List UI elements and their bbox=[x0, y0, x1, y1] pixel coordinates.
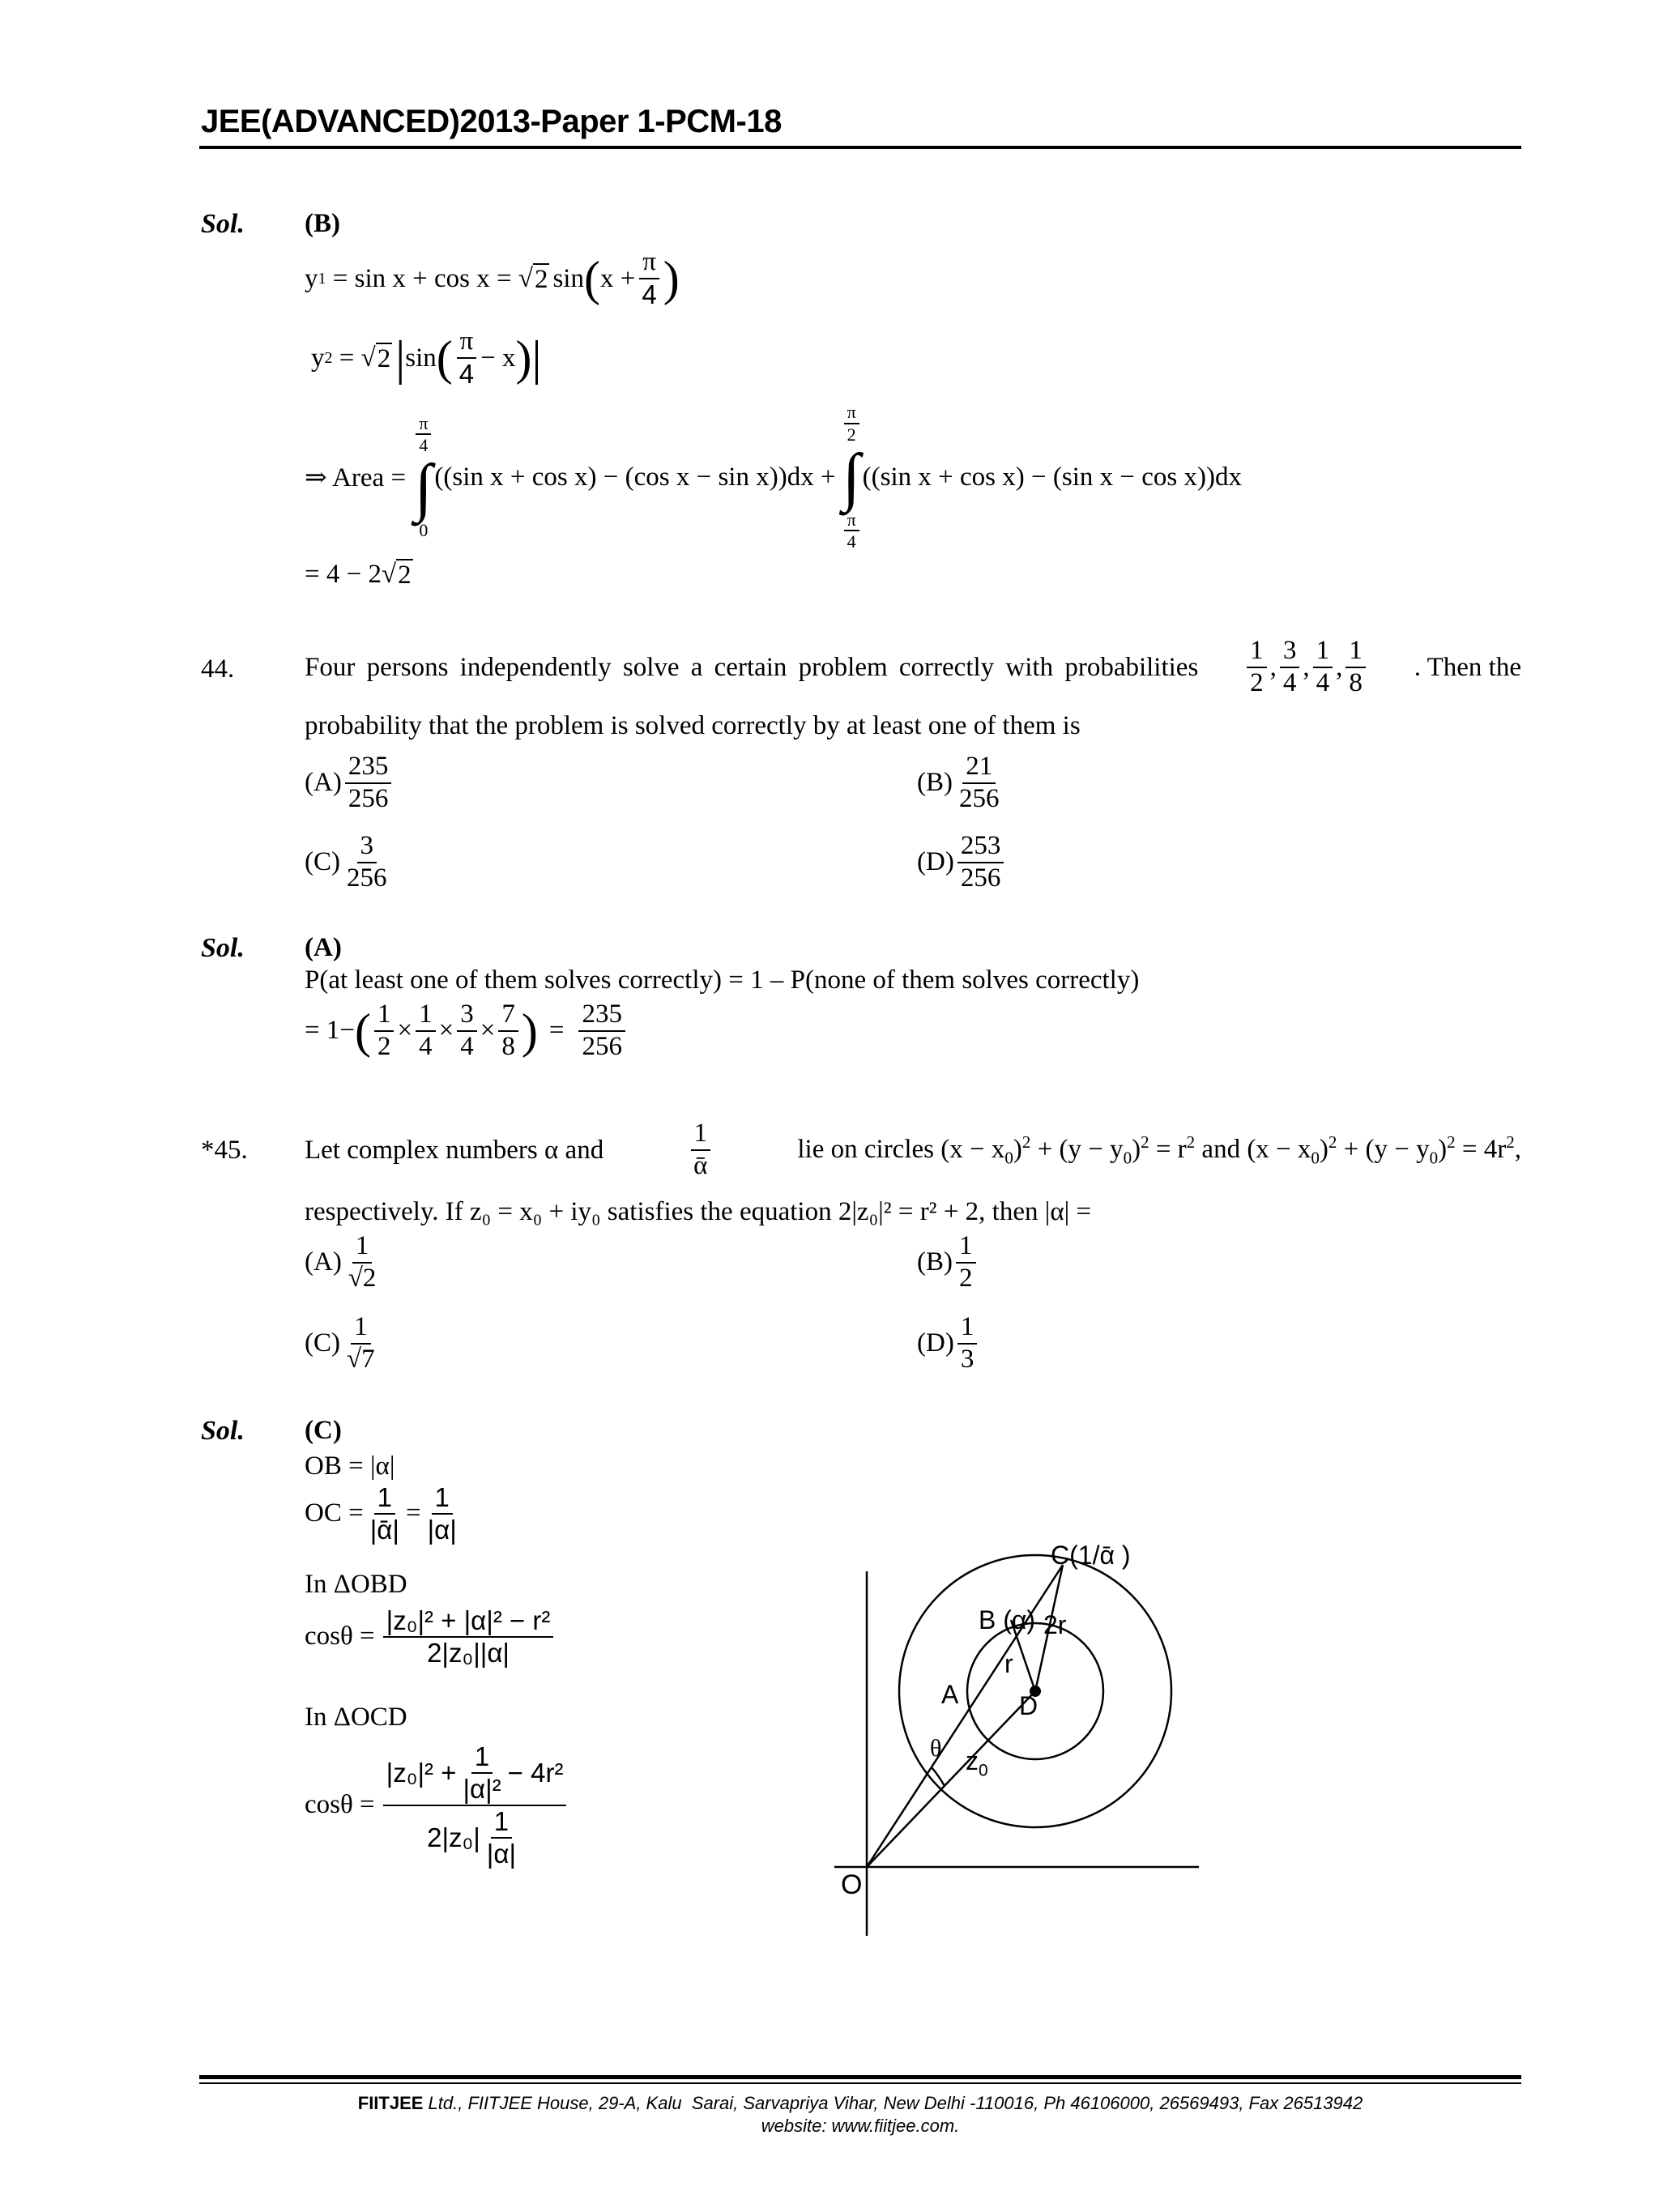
int1-upper: $\frac{\pi}{4}$ bbox=[416, 413, 431, 456]
sol-answer: (A) bbox=[305, 933, 342, 962]
sqrt-radicand: 2 bbox=[377, 343, 391, 373]
label-c: C(1/ᾱ ) bbox=[1051, 1541, 1131, 1570]
area-result bbox=[305, 559, 413, 590]
q44-text-a: Four persons independently solve a certain problem correctly with probabilities bbox=[305, 652, 1199, 682]
implies-area: ⇒ Area = bbox=[305, 463, 413, 492]
sol-answer: (B) bbox=[305, 209, 340, 238]
left-paren: ( bbox=[436, 331, 453, 385]
option-a[interactable]: (A) $\frac{235}{256}$ bbox=[305, 752, 394, 815]
option-c[interactable]: (C) $\frac{3}{256}$ bbox=[305, 831, 387, 893]
integral-2 bbox=[841, 402, 863, 552]
sol-answer: (C) bbox=[305, 1416, 342, 1445]
int2-lower: $\frac{\pi}{4}$ bbox=[844, 509, 859, 552]
integrand-2: ((sin x + cos x) − (sin x − cos x))dx bbox=[862, 462, 1242, 492]
minus-x: − x bbox=[480, 343, 516, 373]
integral-1 bbox=[412, 413, 434, 542]
sqrt-sign: √ bbox=[381, 560, 397, 589]
result-text: = 4 − 2 bbox=[305, 560, 382, 589]
label-a: A bbox=[941, 1680, 959, 1709]
pi-over-4: $\frac{\pi}{4}$ bbox=[456, 326, 477, 390]
label-theta: θ bbox=[930, 1735, 942, 1762]
ob-line: OB = |α| bbox=[305, 1451, 395, 1481]
int1-lower: 0 bbox=[419, 520, 429, 541]
y1-lhs: y bbox=[305, 263, 318, 293]
y1-equation bbox=[305, 246, 680, 311]
y1-sub: 1 bbox=[318, 269, 326, 288]
label-d: D bbox=[1019, 1691, 1038, 1720]
probabilities: $\frac{1}{2}$ , $\frac{3}{4}$ , $\frac{1}{4}$ , $\frac{1}{8}$ bbox=[1243, 636, 1369, 699]
triangle-ocd: In ΔOCD bbox=[305, 1703, 407, 1732]
option-d[interactable]: (D) $\frac{253}{256}$ bbox=[917, 831, 1007, 894]
y1-mid: = sin x + cos x = bbox=[326, 263, 518, 293]
option-c[interactable]: (C) $\frac{1}{√7}$ bbox=[305, 1312, 375, 1374]
sin-label: sin bbox=[552, 263, 584, 293]
q44-text-b: . Then the bbox=[1414, 652, 1521, 682]
page-title: JEE(ADVANCED)2013-Paper 1-PCM-18 bbox=[201, 104, 782, 139]
eq: = bbox=[332, 343, 361, 373]
sol-label: Sol. bbox=[201, 1416, 245, 1446]
footer-address: FIITJEE Ltd., FIITJEE House, 29-A, Kalu Sarai, Sarvapriya Vihar, New Delhi -110016, Ph 46106000, 26569493, Fax 26513942 bbox=[357, 2093, 1363, 2113]
sin-label: sin bbox=[405, 343, 437, 373]
question-text: Let complex numbers α and $\frac{1}{\text{ᾱ}}$ lie on circles $(x - x_0)^2 + (y - y_0)^2 = r^2$ and $(x - x_0)^2 + (y - y_0)^2 = 4r^2$, bbox=[305, 1119, 1521, 1180]
option-a[interactable]: (A) $\frac{1}{√2}$ bbox=[305, 1231, 377, 1293]
sqrt-sign: √ bbox=[518, 263, 533, 293]
question-number: *45. bbox=[201, 1136, 248, 1165]
integral-sign: ∫ bbox=[842, 441, 861, 513]
y2-lhs: y bbox=[311, 343, 325, 373]
x-plus: x + bbox=[599, 263, 636, 293]
line-o-d bbox=[867, 1691, 1035, 1867]
abs-bar-left: | bbox=[395, 331, 406, 385]
right-paren: ) bbox=[515, 331, 532, 385]
question-text-2: respectively. If z₀ = x₀ + iy₀ satisfies the equation 2|z₀|² = r² + 2, then |α| = bbox=[305, 1197, 1092, 1226]
triangle-obd: In ΔOBD bbox=[305, 1570, 407, 1599]
one-over-alpha-bar: $\frac{1}{\text{ᾱ}}$ bbox=[690, 1119, 710, 1182]
sol44-equation: = 1− ( $\frac{1}{2}$ × $\frac{1}{4}$ × $\frac{3}{4}$ × $\frac{7}{8}$ ) = $\frac{235}{256}$ bbox=[305, 999, 629, 1063]
pi-over-4: $\frac{\pi}{4}$ bbox=[638, 247, 659, 310]
footer-rule-thin bbox=[199, 2082, 1521, 2084]
label-2r: 2r bbox=[1043, 1610, 1067, 1639]
area-equation bbox=[305, 402, 1242, 552]
int2-upper: $\frac{\pi}{2}$ bbox=[844, 402, 859, 445]
question-text-2: probability that the problem is solved correctly by at least one of them is bbox=[305, 711, 1081, 740]
cos-eq-1: cosθ = $\frac{\text{|z₀|² + |α|² − r²}}{\text{2|z₀||α|}}$ bbox=[305, 1605, 557, 1669]
integral-sign: ∫ bbox=[414, 452, 433, 524]
right-paren: ) bbox=[663, 252, 680, 305]
header-rule bbox=[199, 146, 1521, 149]
cos-eq-2: cosθ = |z₀|² + $\frac{1}{\text{|α|²}}$ − 4r² 2|z₀| $\frac{1}{|\alpha|}$ bbox=[305, 1741, 569, 1869]
label-b: B (α) bbox=[979, 1605, 1036, 1634]
sqrt-radicand: 2 bbox=[534, 264, 548, 294]
sol-label: Sol. bbox=[201, 933, 245, 963]
sol44-line1: P(at least one of them solves correctly) = 1 – P(none of them solves correctly) bbox=[305, 965, 1140, 995]
y2-sub: 2 bbox=[324, 348, 333, 367]
abs-bar-right: | bbox=[531, 331, 542, 385]
label-o: O bbox=[841, 1869, 863, 1900]
label-z0: $z_0$ bbox=[966, 1746, 988, 1780]
footer-rule-thick bbox=[199, 2075, 1521, 2079]
sol-label: Sol. bbox=[201, 209, 245, 239]
y2-equation bbox=[311, 326, 542, 390]
question-number: 44. bbox=[201, 654, 235, 684]
label-r: r bbox=[1004, 1649, 1013, 1678]
footer-website: website: www.fiitjee.com. bbox=[761, 2116, 960, 2136]
option-b[interactable]: (B) $\frac{1}{2}$ bbox=[917, 1231, 979, 1294]
option-d[interactable]: (D) $\frac{1}{3}$ bbox=[917, 1312, 980, 1375]
theta-arc bbox=[932, 1767, 945, 1786]
sqrt-radicand: 2 bbox=[398, 560, 412, 590]
sqrt-sign: √ bbox=[360, 343, 376, 373]
oc-line: OC = $\frac{1}{\text{|ᾱ|}}$ = $\frac{1}{|\alpha|}$ bbox=[305, 1482, 457, 1545]
integrand-1: ((sin x + cos x) − (cos x − sin x))dx + bbox=[434, 462, 836, 492]
question-text bbox=[305, 635, 1521, 700]
left-paren: ( bbox=[583, 252, 600, 305]
option-b[interactable]: (B) $\frac{21}{256}$ bbox=[917, 752, 1000, 813]
